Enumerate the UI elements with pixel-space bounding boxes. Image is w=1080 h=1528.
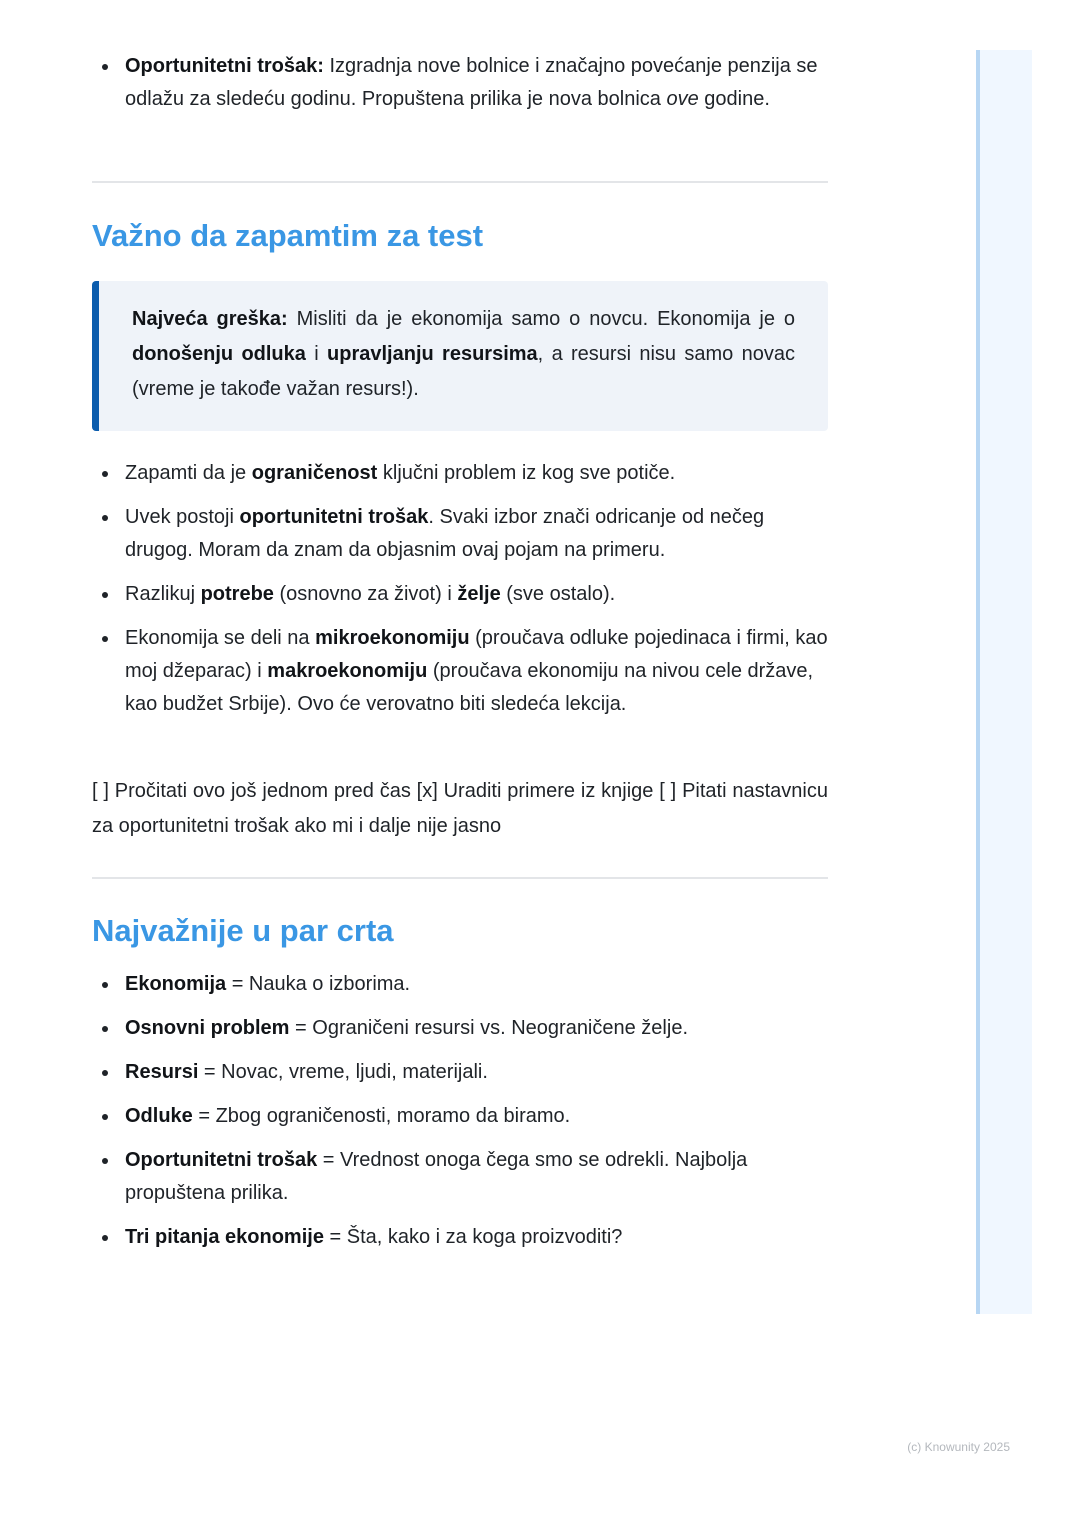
copyright-footer: (c) Knowunity 2025 <box>907 1440 1010 1454</box>
side-panel <box>976 50 1032 1314</box>
section-heading: Važno da zapamtim za test <box>92 218 484 253</box>
task-checklist: [ ] Pročitati ovo još jednom pred čas [x] Uraditi primere iz knjige [ ] Pitati nastavnicu za oportunitetni trošak ako mi i dalje nije jasno <box>92 780 828 837</box>
top-bullet-list <box>92 50 828 116</box>
divider <box>92 877 828 879</box>
list-item: Ekonomija = Nauka o izborima. <box>92 968 828 1001</box>
summary-list <box>92 968 828 1265</box>
list-item: Resursi = Novac, vreme, ljudi, materijali. <box>92 1056 828 1089</box>
list-item: Oportunitetni trošak: Izgradnja nove bolnice i značajno povećanje penzija se odlažu za sledeću godinu. Propuštena prilika je nova bolnica ove godine. <box>92 50 828 116</box>
list-item: Tri pitanja ekonomije = Šta, kako i za koga proizvoditi? <box>92 1221 828 1254</box>
list-item: Oportunitetni trošak = Vrednost onoga čega smo se odrekli. Najbolja propuštena prilika. <box>92 1144 828 1210</box>
callout-text: Najveća greška: Misliti da je ekonomija samo o novcu. Ekonomija je o donošenju odluka i upravljanju resursima, a resursi nisu samo novac (vreme je takođe važan resurs!). <box>132 308 795 400</box>
list-item: Odluke = Zbog ograničenosti, moramo da biramo. <box>92 1100 828 1133</box>
list-item: Osnovni problem = Ograničeni resursi vs. Neograničene želje. <box>92 1012 828 1045</box>
list-item: Ekonomija se deli na mikroekonomiju (proučava odluke pojedinaca i firmi, kao moj džeparac) i makroekonomiju (proučava ekonomiju na nivou cele države, kao budžet Srbije). Ovo će verovatno biti sledeća lekcija. <box>92 622 828 721</box>
test-tips-list <box>92 457 828 732</box>
list-item: Zapamti da je ograničenost ključni problem iz kog sve potiče. <box>92 457 828 490</box>
list-item: Uvek postoji oportunitetni trošak. Svaki izbor znači odricanje od nečeg drugog. Moram da znam da objasnim ovaj pojam na primeru. <box>92 501 828 567</box>
callout-box <box>92 281 828 431</box>
section-heading: Najvažnije u par crta <box>92 913 394 948</box>
list-item: Razlikuj potrebe (osnovno za život) i želje (sve ostalo). <box>92 578 828 611</box>
divider <box>92 181 828 183</box>
